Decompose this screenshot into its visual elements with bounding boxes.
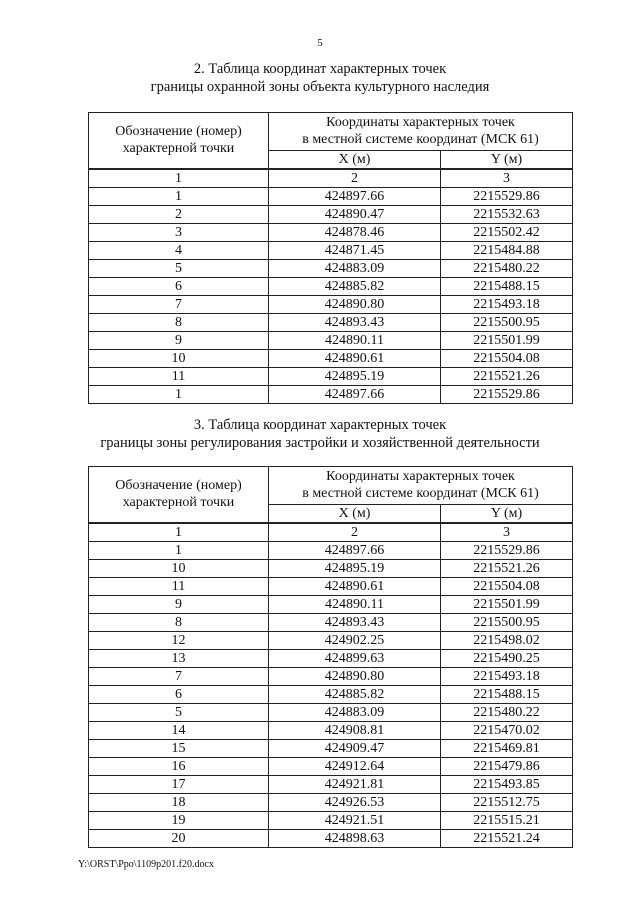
column-number-cell: 3 [441, 523, 573, 542]
point-designation-header: Обозначение (номер) характерной точки [89, 467, 269, 524]
table-row [89, 632, 573, 650]
table-3-title-line2: границы зоны регулирования застройки и хозяйственной деятельности [100, 435, 540, 451]
y-coordinate-cell: 2215529.86 [441, 542, 573, 560]
table-row [89, 242, 573, 260]
point-number-cell: 9 [89, 596, 269, 614]
y-coordinate-cell: 2215504.08 [441, 350, 573, 368]
x-header: X (м) [269, 505, 441, 524]
table-row [89, 740, 573, 758]
column-number-cell: 2 [269, 523, 441, 542]
y-coordinate-cell: 2215512.75 [441, 794, 573, 812]
y-coordinate-cell: 2215488.15 [441, 686, 573, 704]
x-coordinate-cell: 424890.61 [269, 350, 441, 368]
y-coordinate-cell: 2215470.02 [441, 722, 573, 740]
table-row [89, 812, 573, 830]
document-file-path: Y:\ORST\Ppo\1109p201.f20.docx [78, 859, 214, 870]
column-number-row [89, 169, 573, 188]
x-coordinate-cell: 424890.61 [269, 578, 441, 596]
x-coordinate-cell: 424897.66 [269, 542, 441, 560]
table-body [89, 113, 573, 404]
coordinates-header-line1: Координаты характерных точек [326, 115, 515, 130]
y-coordinate-cell: 2215490.25 [441, 650, 573, 668]
column-number-cell: 1 [89, 523, 269, 542]
point-number-cell: 13 [89, 650, 269, 668]
y-coordinate-cell: 2215484.88 [441, 242, 573, 260]
y-coordinate-cell: 2215502.42 [441, 224, 573, 242]
table-row [89, 206, 573, 224]
point-number-cell: 9 [89, 332, 269, 350]
table-row [89, 686, 573, 704]
point-number-cell: 4 [89, 242, 269, 260]
table-row [89, 350, 573, 368]
y-coordinate-cell: 2215469.81 [441, 740, 573, 758]
point-number-cell: 11 [89, 578, 269, 596]
page-number: 5 [317, 37, 323, 49]
coordinates-header-line2: в местной системе координат (МСК 61) [302, 132, 539, 147]
table-row [89, 668, 573, 686]
y-coordinate-cell: 2215532.63 [441, 206, 573, 224]
x-header: X (м) [269, 151, 441, 170]
x-coordinate-cell: 424895.19 [269, 368, 441, 386]
table-row [89, 596, 573, 614]
y-coordinate-cell: 2215479.86 [441, 758, 573, 776]
coordinates-header [269, 113, 573, 151]
y-coordinate-cell: 2215493.18 [441, 668, 573, 686]
x-coordinate-cell: 424898.63 [269, 830, 441, 848]
point-number-cell: 20 [89, 830, 269, 848]
y-coordinate-cell: 2215500.95 [441, 314, 573, 332]
point-number-cell: 10 [89, 560, 269, 578]
table-2-title-line1: 2. Таблица координат характерных точек [193, 61, 447, 77]
point-number-cell: 3 [89, 224, 269, 242]
table-row [89, 758, 573, 776]
y-coordinate-cell: 2215480.22 [441, 704, 573, 722]
table-2-title-line2: границы охранной зоны объекта культурного наследия [150, 79, 490, 95]
table-row [89, 332, 573, 350]
y-coordinate-cell: 2215529.86 [441, 386, 573, 404]
y-coordinate-cell: 2215529.86 [441, 188, 573, 206]
y-coordinate-cell: 2215501.99 [441, 596, 573, 614]
x-coordinate-cell: 424885.82 [269, 278, 441, 296]
y-coordinate-cell: 2215521.26 [441, 560, 573, 578]
table-row [89, 794, 573, 812]
coordinates-header [269, 467, 573, 505]
table-row [89, 830, 573, 848]
point-number-cell: 15 [89, 740, 269, 758]
x-coordinate-cell: 424890.11 [269, 332, 441, 350]
point-number-cell: 7 [89, 296, 269, 314]
point-number-cell: 12 [89, 632, 269, 650]
x-coordinate-cell: 424893.43 [269, 314, 441, 332]
x-coordinate-cell: 424897.66 [269, 188, 441, 206]
coordinates-header-line2: в местной системе координат (МСК 61) [302, 486, 539, 501]
table-row [89, 614, 573, 632]
column-number-cell: 3 [441, 169, 573, 188]
table-row [89, 722, 573, 740]
y-coordinate-cell: 2215493.18 [441, 296, 573, 314]
x-coordinate-cell: 424921.81 [269, 776, 441, 794]
point-number-cell: 1 [89, 542, 269, 560]
y-coordinate-cell: 2215498.02 [441, 632, 573, 650]
point-number-cell: 2 [89, 206, 269, 224]
point-number-cell: 18 [89, 794, 269, 812]
x-coordinate-cell: 424883.09 [269, 260, 441, 278]
table-3-title [0, 416, 640, 452]
x-coordinate-cell: 424902.25 [269, 632, 441, 650]
table-row [89, 386, 573, 404]
y-coordinate-cell: 2215521.26 [441, 368, 573, 386]
y-coordinate-cell: 2215504.08 [441, 578, 573, 596]
header-row [89, 113, 573, 151]
x-coordinate-cell: 424912.64 [269, 758, 441, 776]
point-number-cell: 16 [89, 758, 269, 776]
x-coordinate-cell: 424890.47 [269, 206, 441, 224]
table-row [89, 368, 573, 386]
x-coordinate-cell: 424897.66 [269, 386, 441, 404]
table-2-title [0, 60, 640, 96]
x-coordinate-cell: 424909.47 [269, 740, 441, 758]
x-coordinate-cell: 424899.63 [269, 650, 441, 668]
x-coordinate-cell: 424926.53 [269, 794, 441, 812]
x-coordinate-cell: 424890.11 [269, 596, 441, 614]
header-row [89, 467, 573, 505]
x-coordinate-cell: 424890.80 [269, 668, 441, 686]
y-coordinate-cell: 2215480.22 [441, 260, 573, 278]
point-number-cell: 5 [89, 704, 269, 722]
column-number-cell: 1 [89, 169, 269, 188]
x-coordinate-cell: 424883.09 [269, 704, 441, 722]
point-number-cell: 1 [89, 188, 269, 206]
table-body [89, 467, 573, 848]
x-coordinate-cell: 424890.80 [269, 296, 441, 314]
table-row [89, 542, 573, 560]
coordinates-table-regulation-zone [88, 466, 573, 848]
y-coordinate-cell: 2215501.99 [441, 332, 573, 350]
point-number-cell: 6 [89, 686, 269, 704]
table-row [89, 704, 573, 722]
y-header: Y (м) [441, 505, 573, 524]
point-number-cell: 6 [89, 278, 269, 296]
point-number-cell: 19 [89, 812, 269, 830]
x-coordinate-cell: 424908.81 [269, 722, 441, 740]
table-row [89, 224, 573, 242]
table-row [89, 776, 573, 794]
x-coordinate-cell: 424885.82 [269, 686, 441, 704]
coordinates-header-line1: Координаты характерных точек [326, 469, 515, 484]
table-row [89, 296, 573, 314]
point-number-cell: 14 [89, 722, 269, 740]
y-coordinate-cell: 2215488.15 [441, 278, 573, 296]
x-coordinate-cell: 424895.19 [269, 560, 441, 578]
point-number-cell: 7 [89, 668, 269, 686]
table-row [89, 188, 573, 206]
table-row [89, 278, 573, 296]
table-row [89, 578, 573, 596]
point-number-cell: 8 [89, 614, 269, 632]
table-3-title-line1: 3. Таблица координат характерных точек [193, 417, 447, 433]
point-number-cell: 10 [89, 350, 269, 368]
point-number-cell: 8 [89, 314, 269, 332]
x-coordinate-cell: 424871.45 [269, 242, 441, 260]
column-number-row [89, 523, 573, 542]
table-row [89, 650, 573, 668]
y-coordinate-cell: 2215515.21 [441, 812, 573, 830]
point-designation-header: Обозначение (номер) характерной точки [89, 113, 269, 170]
x-coordinate-cell: 424878.46 [269, 224, 441, 242]
y-coordinate-cell: 2215500.95 [441, 614, 573, 632]
x-coordinate-cell: 424921.51 [269, 812, 441, 830]
x-coordinate-cell: 424893.43 [269, 614, 441, 632]
table-row [89, 260, 573, 278]
point-number-cell: 17 [89, 776, 269, 794]
column-number-cell: 2 [269, 169, 441, 188]
table-row [89, 560, 573, 578]
y-coordinate-cell: 2215521.24 [441, 830, 573, 848]
coordinates-table-protection-zone [88, 112, 573, 404]
point-number-cell: 1 [89, 386, 269, 404]
table-row [89, 314, 573, 332]
point-number-cell: 11 [89, 368, 269, 386]
y-coordinate-cell: 2215493.85 [441, 776, 573, 794]
y-header: Y (м) [441, 151, 573, 170]
point-number-cell: 5 [89, 260, 269, 278]
